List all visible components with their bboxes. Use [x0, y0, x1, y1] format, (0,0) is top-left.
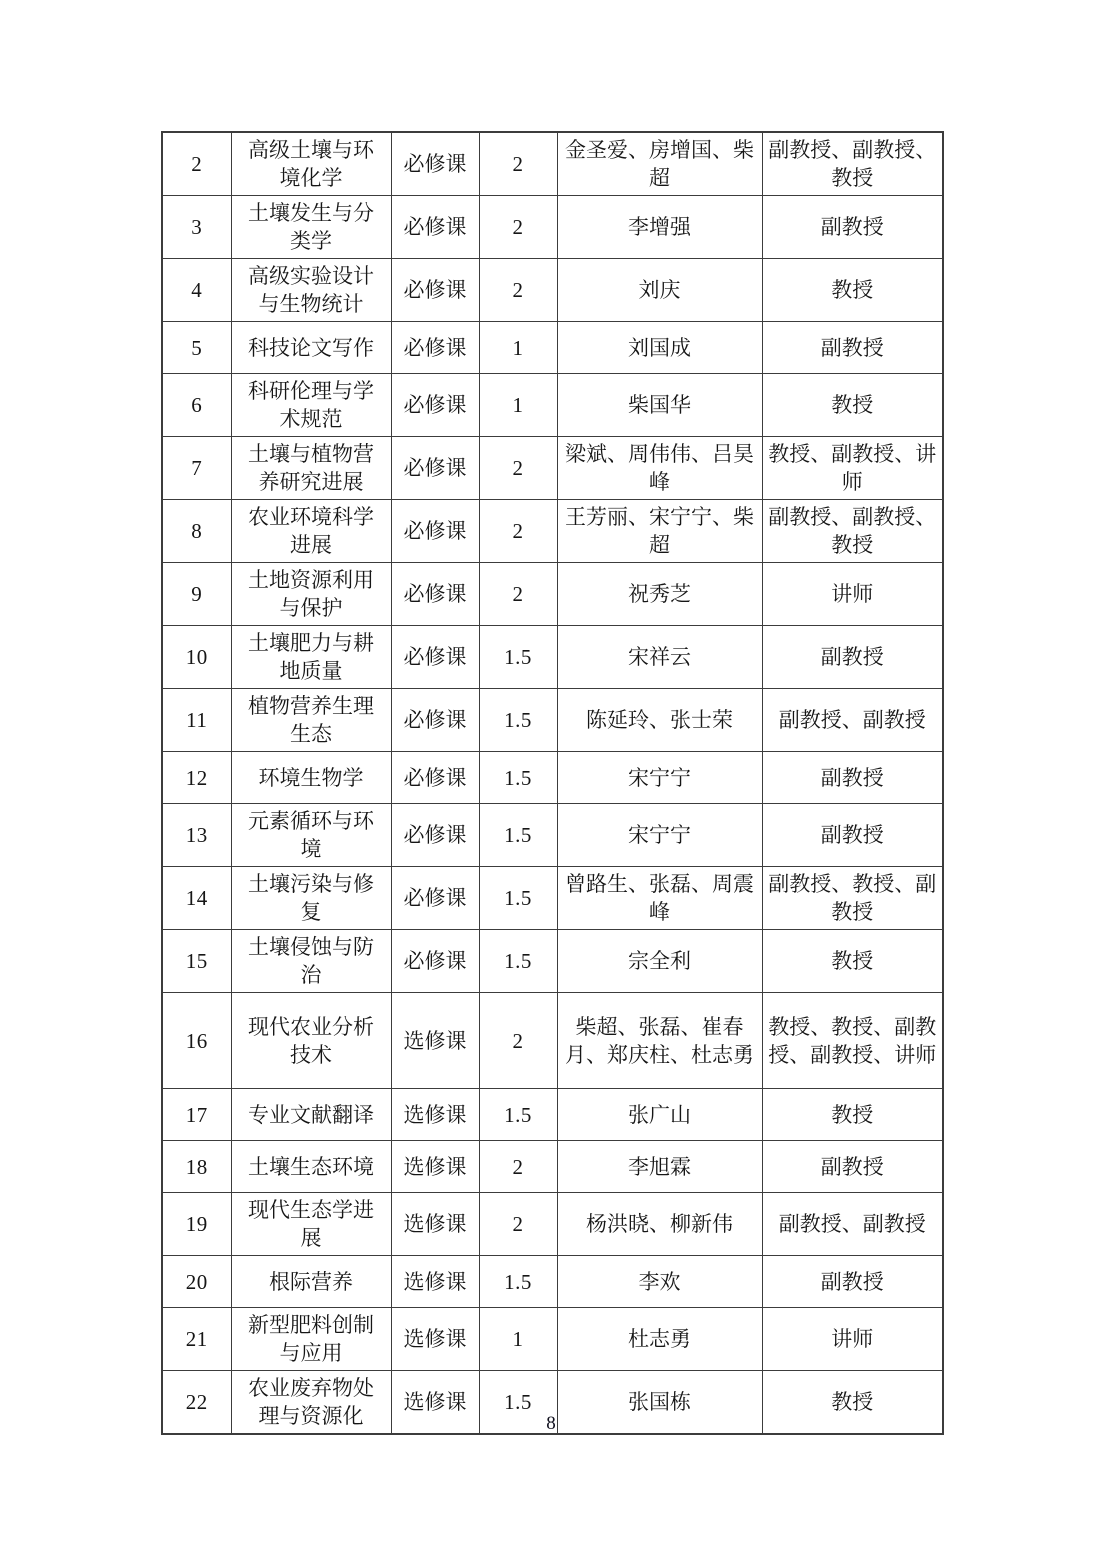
table-row: [162, 1089, 943, 1141]
table-row: [162, 930, 943, 993]
instructors-cell: 柴超、张磊、崔春月、郑庆柱、杜志勇: [557, 993, 762, 1089]
credits-cell: 1.5: [479, 689, 557, 752]
course-type-cell: 必修课: [391, 626, 479, 689]
table-row: [162, 563, 943, 626]
credits-cell: 1.5: [479, 1089, 557, 1141]
titles-cell: 教授: [762, 1089, 943, 1141]
row-number-cell: 7: [162, 437, 231, 500]
titles-cell: 教授: [762, 1371, 943, 1435]
titles-cell: 教授: [762, 374, 943, 437]
course-name-cell: 农业环境科学进展: [231, 500, 391, 563]
course-type-cell: 选修课: [391, 1371, 479, 1435]
titles-cell: 副教授: [762, 1141, 943, 1193]
table-row: [162, 437, 943, 500]
course-type-cell: 选修课: [391, 1193, 479, 1256]
course-type-cell: 必修课: [391, 867, 479, 930]
titles-cell: 副教授、副教授、教授: [762, 132, 943, 196]
row-number-cell: 9: [162, 563, 231, 626]
credits-cell: 2: [479, 132, 557, 196]
course-type-cell: 必修课: [391, 322, 479, 374]
row-number-cell: 2: [162, 132, 231, 196]
course-type-cell: 必修课: [391, 930, 479, 993]
course-name-cell: 高级土壤与环境化学: [231, 132, 391, 196]
course-type-cell: 必修课: [391, 689, 479, 752]
instructors-cell: 宋宁宁: [557, 752, 762, 804]
credits-cell: 2: [479, 500, 557, 563]
course-name-cell: 根际营养: [231, 1256, 391, 1308]
titles-cell: 教授: [762, 930, 943, 993]
course-type-cell: 选修课: [391, 1308, 479, 1371]
course-type-cell: 选修课: [391, 993, 479, 1089]
table-row: [162, 322, 943, 374]
row-number-cell: 6: [162, 374, 231, 437]
table-row: [162, 374, 943, 437]
table-row: [162, 132, 943, 196]
course-type-cell: 必修课: [391, 752, 479, 804]
course-name-cell: 新型肥料创制与应用: [231, 1308, 391, 1371]
course-name-cell: 科研伦理与学术规范: [231, 374, 391, 437]
course-name-cell: 现代农业分析技术: [231, 993, 391, 1089]
instructors-cell: 陈延玲、张士荣: [557, 689, 762, 752]
course-name-cell: 环境生物学: [231, 752, 391, 804]
instructors-cell: 祝秀芝: [557, 563, 762, 626]
instructors-cell: 王芳丽、宋宁宁、柴超: [557, 500, 762, 563]
course-name-cell: 植物营养生理生态: [231, 689, 391, 752]
row-number-cell: 19: [162, 1193, 231, 1256]
instructors-cell: 刘庆: [557, 259, 762, 322]
table-row: [162, 196, 943, 259]
titles-cell: 副教授、教授、副教授: [762, 867, 943, 930]
instructors-cell: 金圣爱、房增国、柴超: [557, 132, 762, 196]
row-number-cell: 12: [162, 752, 231, 804]
instructors-cell: 宋祥云: [557, 626, 762, 689]
row-number-cell: 15: [162, 930, 231, 993]
titles-cell: 副教授: [762, 322, 943, 374]
course-table: [161, 131, 944, 1435]
table-row: [162, 259, 943, 322]
course-type-cell: 选修课: [391, 1141, 479, 1193]
row-number-cell: 16: [162, 993, 231, 1089]
course-name-cell: 专业文献翻译: [231, 1089, 391, 1141]
instructors-cell: 李欢: [557, 1256, 762, 1308]
credits-cell: 1.5: [479, 930, 557, 993]
course-name-cell: 元素循环与环境: [231, 804, 391, 867]
titles-cell: 副教授: [762, 196, 943, 259]
instructors-cell: 宗全利: [557, 930, 762, 993]
course-name-cell: 农业废弃物处理与资源化: [231, 1371, 391, 1435]
course-type-cell: 选修课: [391, 1089, 479, 1141]
table-row: [162, 804, 943, 867]
table-row: [162, 500, 943, 563]
course-type-cell: 必修课: [391, 374, 479, 437]
instructors-cell: 张广山: [557, 1089, 762, 1141]
table-row: [162, 867, 943, 930]
titles-cell: 副教授: [762, 804, 943, 867]
course-name-cell: 土地资源利用与保护: [231, 563, 391, 626]
row-number-cell: 4: [162, 259, 231, 322]
row-number-cell: 5: [162, 322, 231, 374]
instructors-cell: 曾路生、张磊、周震峰: [557, 867, 762, 930]
instructors-cell: 李增强: [557, 196, 762, 259]
credits-cell: 2: [479, 993, 557, 1089]
titles-cell: 副教授: [762, 626, 943, 689]
titles-cell: 副教授、副教授: [762, 1193, 943, 1256]
course-name-cell: 土壤侵蚀与防治: [231, 930, 391, 993]
titles-cell: 教授: [762, 259, 943, 322]
course-type-cell: 选修课: [391, 1256, 479, 1308]
page-number: 8: [546, 1413, 556, 1434]
credits-cell: 2: [479, 196, 557, 259]
row-number-cell: 22: [162, 1371, 231, 1435]
titles-cell: 讲师: [762, 1308, 943, 1371]
course-name-cell: 土壤污染与修复: [231, 867, 391, 930]
titles-cell: 教授、副教授、讲师: [762, 437, 943, 500]
course-name-cell: 土壤发生与分类学: [231, 196, 391, 259]
titles-cell: 副教授: [762, 752, 943, 804]
credits-cell: 2: [479, 259, 557, 322]
credits-cell: 1.5: [479, 804, 557, 867]
titles-cell: 副教授、副教授、教授: [762, 500, 943, 563]
table-row: [162, 1308, 943, 1371]
course-name-cell: 土壤生态环境: [231, 1141, 391, 1193]
table-row: [162, 993, 943, 1089]
course-name-cell: 土壤与植物营养研究进展: [231, 437, 391, 500]
instructors-cell: 宋宁宁: [557, 804, 762, 867]
row-number-cell: 17: [162, 1089, 231, 1141]
course-type-cell: 必修课: [391, 196, 479, 259]
course-name-cell: 土壤肥力与耕地质量: [231, 626, 391, 689]
titles-cell: 副教授、副教授: [762, 689, 943, 752]
table-row: [162, 752, 943, 804]
credits-cell: 2: [479, 563, 557, 626]
row-number-cell: 18: [162, 1141, 231, 1193]
course-type-cell: 必修课: [391, 259, 479, 322]
instructors-cell: 杜志勇: [557, 1308, 762, 1371]
table-row: [162, 1193, 943, 1256]
instructors-cell: 张国栋: [557, 1371, 762, 1435]
credits-cell: 2: [479, 1193, 557, 1256]
instructors-cell: 杨洪晓、柳新伟: [557, 1193, 762, 1256]
row-number-cell: 21: [162, 1308, 231, 1371]
course-type-cell: 必修课: [391, 563, 479, 626]
row-number-cell: 20: [162, 1256, 231, 1308]
course-name-cell: 高级实验设计与生物统计: [231, 259, 391, 322]
course-name-cell: 科技论文写作: [231, 322, 391, 374]
course-type-cell: 必修课: [391, 500, 479, 563]
course-type-cell: 必修课: [391, 132, 479, 196]
row-number-cell: 13: [162, 804, 231, 867]
row-number-cell: 11: [162, 689, 231, 752]
row-number-cell: 14: [162, 867, 231, 930]
table-row: [162, 626, 943, 689]
row-number-cell: 10: [162, 626, 231, 689]
instructors-cell: 梁斌、周伟伟、吕昊峰: [557, 437, 762, 500]
credits-cell: 1.5: [479, 867, 557, 930]
credits-cell: 1: [479, 374, 557, 437]
row-number-cell: 3: [162, 196, 231, 259]
table-row: [162, 1256, 943, 1308]
instructors-cell: 刘国成: [557, 322, 762, 374]
credits-cell: 2: [479, 437, 557, 500]
course-name-cell: 现代生态学进展: [231, 1193, 391, 1256]
course-type-cell: 必修课: [391, 437, 479, 500]
instructors-cell: 柴国华: [557, 374, 762, 437]
credits-cell: 1.5: [479, 1256, 557, 1308]
titles-cell: 教授、教授、副教授、副教授、讲师: [762, 993, 943, 1089]
credits-cell: 1: [479, 322, 557, 374]
credits-cell: 1.5: [479, 626, 557, 689]
titles-cell: 副教授: [762, 1256, 943, 1308]
row-number-cell: 8: [162, 500, 231, 563]
table-row: [162, 1141, 943, 1193]
credits-cell: 1: [479, 1308, 557, 1371]
table-row: [162, 689, 943, 752]
credits-cell: 1.5: [479, 752, 557, 804]
titles-cell: 讲师: [762, 563, 943, 626]
credits-cell: 2: [479, 1141, 557, 1193]
credits-cell: 1.5: [479, 1371, 557, 1435]
course-type-cell: 必修课: [391, 804, 479, 867]
instructors-cell: 李旭霖: [557, 1141, 762, 1193]
